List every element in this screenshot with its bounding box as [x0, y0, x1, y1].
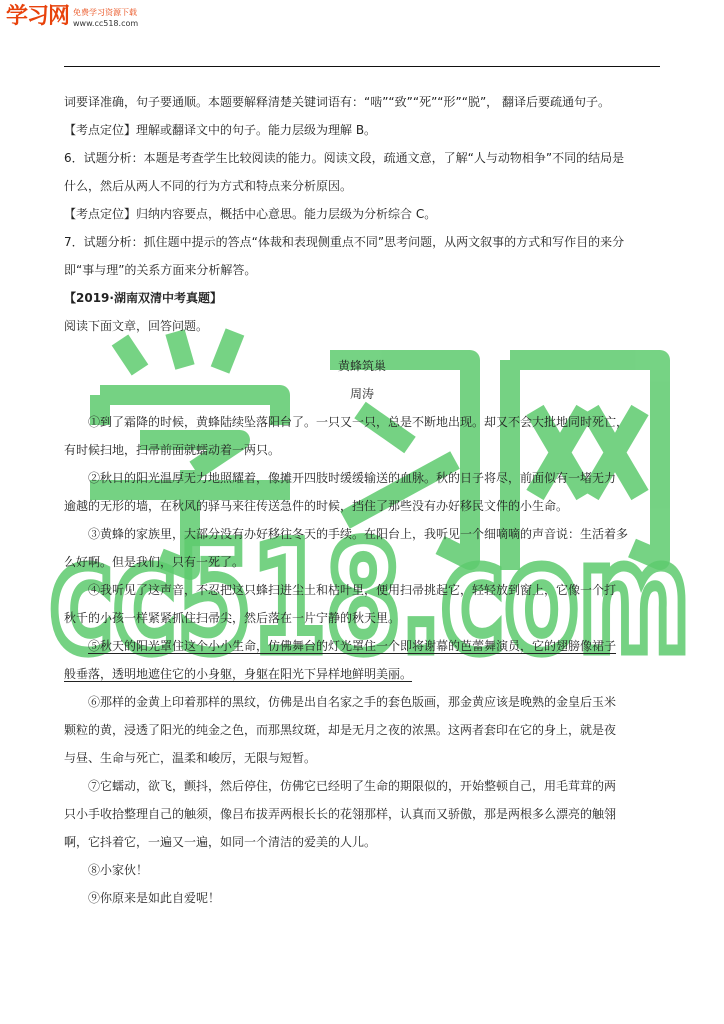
section-title: 【2019·湖南双清中考真题】: [64, 291, 222, 305]
analysis-line: 7．试题分析：抓住题中提示的答点“体裁和表现侧重点不同”思考问题，从两文叙事的方式和写作目的来分: [64, 235, 625, 249]
passage-line: ⑧小家伙！: [88, 863, 149, 877]
passage-line: 与昼、生命与死亡，温柔和峻厉，无限与短暂。: [64, 751, 317, 765]
passage-line: ⑥那样的金黄上印着那样的黑纹，仿佛是出自名家之手的套色版画，那金黄应该是晚熟的金皇后玉米: [88, 695, 617, 709]
header-divider: [64, 66, 660, 67]
logo-text: 学习网: [6, 4, 70, 29]
passage-line: ②秋日的阳光温厚无力地照耀着，像摊开四肢时缓缓输送的血脉。秋的日子将尽，前面似有一堵无力: [88, 471, 617, 485]
instruction: 阅读下面文章，回答问题。: [64, 319, 209, 333]
passage-line: 有时候扫地，扫帚前面就蠕动着一两只。: [64, 443, 281, 457]
passage-line: 么好啊。但是我们，只有一死了。: [64, 555, 245, 569]
passage-line: 逾越的无形的墙，在秋风的驿马来往传送急件的时候，挡住了那些没有办好移民文件的小生命。: [64, 499, 569, 513]
passage-line: 啊，它抖着它，一遍又一遍，如同一个清洁的爱美的人儿。: [64, 835, 377, 849]
passage-line: 秋千的小孩一样紧紧抓住扫帚尖，然后落在一片宁静的秋天里。: [64, 611, 401, 625]
analysis-line: 即“事与理”的关系方面来分析解答。: [64, 263, 257, 277]
passage-line-underlined: 般垂落，透明地遮住它的小身躯，身躯在阳光下异样地鲜明美丽。: [64, 667, 413, 681]
passage-line: ①到了霜降的时候，黄蜂陆续坠落阳台了。一只又一只，总是不断地出现。却又不会大批地同时死亡，: [88, 415, 629, 429]
analysis-line: 词要译准确，句子要通顺。本题要解释清楚关键词语有：“啮”“致”“死”“形”“脱”， 翻译后要疏通句子。: [64, 95, 610, 109]
analysis-line: 什么，然后从两人不同的行为方式和特点来分析原因。: [64, 179, 353, 193]
passage-title: 黄蜂筑巢: [337, 359, 386, 373]
passage-line: ⑨你原来是如此自爱呢！: [88, 891, 221, 905]
analysis-line: 【考点定位】归纳内容要点，概括中心意思。能力层级为分析综合 C。: [64, 207, 437, 221]
passage-author: 周涛: [349, 387, 374, 401]
logo-url: www.cc518.com: [73, 19, 139, 28]
passage-line: ③黄蜂的家族里，大部分没有办好移往冬天的手续。在阳台上，我听见一个细嘀嘀的声音说：生活着多: [88, 527, 629, 541]
passage-line: 颗粒的黄，浸透了阳光的纯金之色，而那黑纹斑，却是无月之夜的浓黑。这两者套印在它的身上，就是夜: [64, 723, 617, 737]
analysis-line: 6．试题分析：本题是考查学生比较阅读的能力。阅读文段，疏通文意，了解“人与动物相争”不同的结局是: [64, 151, 625, 165]
passage-line: 只小手收拾整理自己的触须，像吕布拔弄两根长长的花翎那样，认真而又骄傲，那是两根多么漂亮的触翎: [64, 807, 617, 821]
analysis-line: 【考点定位】理解或翻译文中的句子。能力层级为理解 B。: [64, 123, 377, 137]
reading-passage: [64, 352, 660, 912]
passage-line: ④我听见了这声音，不忍把这只蜂扫进尘土和枯叶里，便用扫帚挑起它，轻轻放到窗上，它像一个打: [88, 583, 617, 597]
logo-slogan: 免费学习资源下载: [73, 8, 138, 17]
watermark-url: cc518.com: [50, 512, 690, 686]
passage-line: ⑦它蠕动，欲飞，颤抖，然后停住，仿佛它已经明了生命的期限似的，开始整顿自己，用毛茸茸的两: [88, 779, 617, 793]
passage-line-underlined: ⑤秋天的阳光罩住这个小小生命，仿佛舞台的灯光罩住一个即将谢幕的芭蕾舞演员，它的翅膀像裙子: [88, 639, 617, 653]
logo-subtitle: [73, 4, 138, 29]
site-logo[interactable]: [6, 4, 138, 30]
answer-analysis: [64, 88, 660, 340]
